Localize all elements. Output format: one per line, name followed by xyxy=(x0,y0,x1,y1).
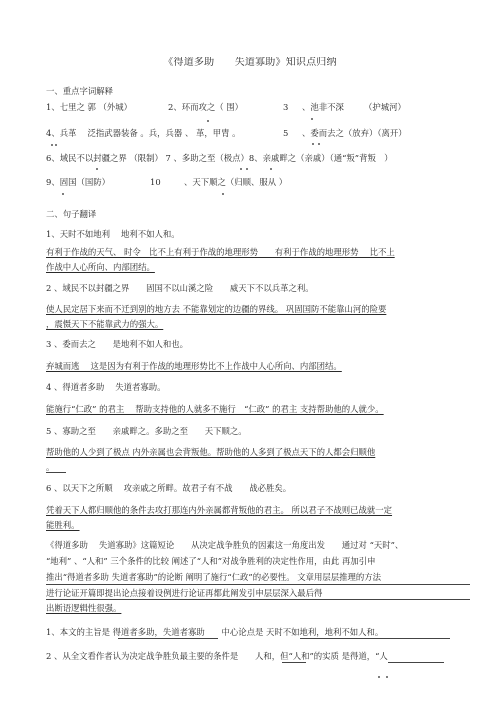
vocab-row-2 xyxy=(46,128,470,140)
question-2: 2 、从全文看作者认为决定战争胜负最主要的条件是 人和，但“人和”的实质 是得道，“人 xyxy=(46,651,388,661)
summary-line-3: 推出“得道者多助 失道者寡助”的论断 阐明了施行“仁政”的必要性。 文章用层层推理的方法 xyxy=(46,572,381,582)
summary-line-2: “地利” 、“人和” 三个条件的比较 阐述了“人和”对战争胜利的决定性作用，由此 再加引申 xyxy=(46,556,376,566)
section-heading-translation: 二、句子翻译 xyxy=(46,209,97,219)
summary-underline xyxy=(46,599,470,600)
sentence-6: 6 、以天下之所顺 攻亲戚之所畔。故君子有不战 战必胜矣。 xyxy=(46,483,292,493)
vocab-item-10-num: 10 xyxy=(150,177,161,187)
emphasis-dot xyxy=(222,193,224,195)
answer-underline xyxy=(282,662,306,663)
emphasis-dot xyxy=(386,676,388,678)
translation-6: 凭着天下人都归顺他的条件去攻打那连内外亲属都背叛他的君主。 所以君子不战则已战就一定 xyxy=(46,505,393,515)
translation-4: 能施行“仁政” 的君主 帮助支持他的人就多不施行 “仁政” 的君主 支持帮助他的人就少。 xyxy=(46,404,384,414)
emphasis-dot xyxy=(318,143,320,145)
emphasis-dot xyxy=(240,168,242,170)
emphasis-dot xyxy=(51,144,53,146)
vocab-row-1 xyxy=(46,102,470,114)
vocab-item-9: 9、固国（国防） xyxy=(46,177,110,187)
vocab-row-4 xyxy=(46,177,470,189)
vocab-item-4: 4、兵革 泛指武器装备 。兵，兵器 、 革，甲胄 。 xyxy=(46,128,241,138)
sentence-2: 2 、域民不以封疆之界 固国不以山溪之险 威天下不以兵革之利。 xyxy=(46,283,314,293)
sentence-4: 4 、得道者多助 失道者寡助。 xyxy=(46,382,166,392)
translation-3: 弃城而逃 这是因为有利于作战的地理形势比不上作战中人心所向、内部团结。 xyxy=(46,361,342,371)
emphasis-dot xyxy=(378,676,380,678)
emphasis-dot xyxy=(246,168,248,170)
emphasis-dot xyxy=(312,143,314,145)
answer-underline xyxy=(388,662,444,663)
emphasis-dot xyxy=(207,120,209,122)
translation-6-cont: 能胜利。 xyxy=(46,520,80,530)
vocab-item-3-gloss: （护城河） xyxy=(364,102,406,112)
emphasis-dot xyxy=(55,144,57,146)
answer-underline xyxy=(46,472,66,473)
translation-2: 使人民定居下来而不迁到别的地方去 不能靠划定的边疆的界线。 巩固国防不能靠山河的险要 xyxy=(46,304,387,314)
vocab-item-5: 、委而去之（放弃）（离开） xyxy=(302,128,407,138)
vocab-item-1: 1、七里之 郭 （外城） xyxy=(46,102,133,112)
emphasis-dot xyxy=(270,168,272,170)
summary-line-1: 《得道多助 失道寡助》这篇短论 从决定战争胜负的因素这一角度出发 通过对 “天时”、 xyxy=(46,540,404,550)
document-title: 《得道多助 失道寡助》知识点归纳 xyxy=(163,57,337,68)
sentence-5: 5 、寡助之至 亲戚畔之。多助之至 天下顺之。 xyxy=(46,426,247,436)
answer-underline xyxy=(300,638,450,639)
answer-underline xyxy=(118,638,218,639)
translation-1: 有利于作战的天气、 时令 比不上有利于作战的地理形势 有利于作战的地理形势 比不上 xyxy=(46,247,395,257)
sentence-3: 3 、委而去之 是地利不如人和也。 xyxy=(46,339,188,349)
summary-line-5: 出断语逻辑性很强。 xyxy=(46,603,122,613)
vocab-item-2: 2、环而攻之（ 围） xyxy=(168,102,243,112)
vocab-item-5-num: 5 xyxy=(283,128,289,138)
emphasis-dot xyxy=(311,118,313,120)
vocab-item-3-num: 3 xyxy=(283,102,289,112)
emphasis-dot xyxy=(96,168,98,170)
translation-1-cont: 作战中人心所向、内部团结。 xyxy=(46,262,155,272)
question-1: 1、本文的主旨是 得道者多助，失道者寡助 中心论点是 天时不如地利，地利不如人和。 xyxy=(46,627,384,637)
vocab-item-3: 、池非不深 xyxy=(302,102,344,112)
vocab-row-3: 6、域民不以封疆之界 （限制） 7 、多助之至（极点）8、亲戚畔之（亲戚）（通“叛”背叛 ） xyxy=(46,153,393,163)
translation-5: 帮助他的人少到了极点 内外亲属也会背叛他。帮助他的人多到了极点天下的人都会归顺他 xyxy=(46,447,376,457)
translation-5-cont: 。 xyxy=(46,462,55,472)
sentence-1: 1、天时不如地利 地利不如人和。 xyxy=(46,229,180,239)
translation-2-cont: ，震慑天下不能靠武力的强大。 xyxy=(46,319,164,329)
emphasis-dot xyxy=(62,193,64,195)
section-heading-vocab: 一、重点字词解释 xyxy=(46,86,113,96)
vocab-item-10: 、天下顺之（归顺、服从 ） xyxy=(184,177,288,187)
summary-line-4: 进行论证开篇即提出论点接着设例进行论证再都此阐发引申层层深入最后得 xyxy=(46,588,323,598)
summary-underline xyxy=(46,584,470,585)
